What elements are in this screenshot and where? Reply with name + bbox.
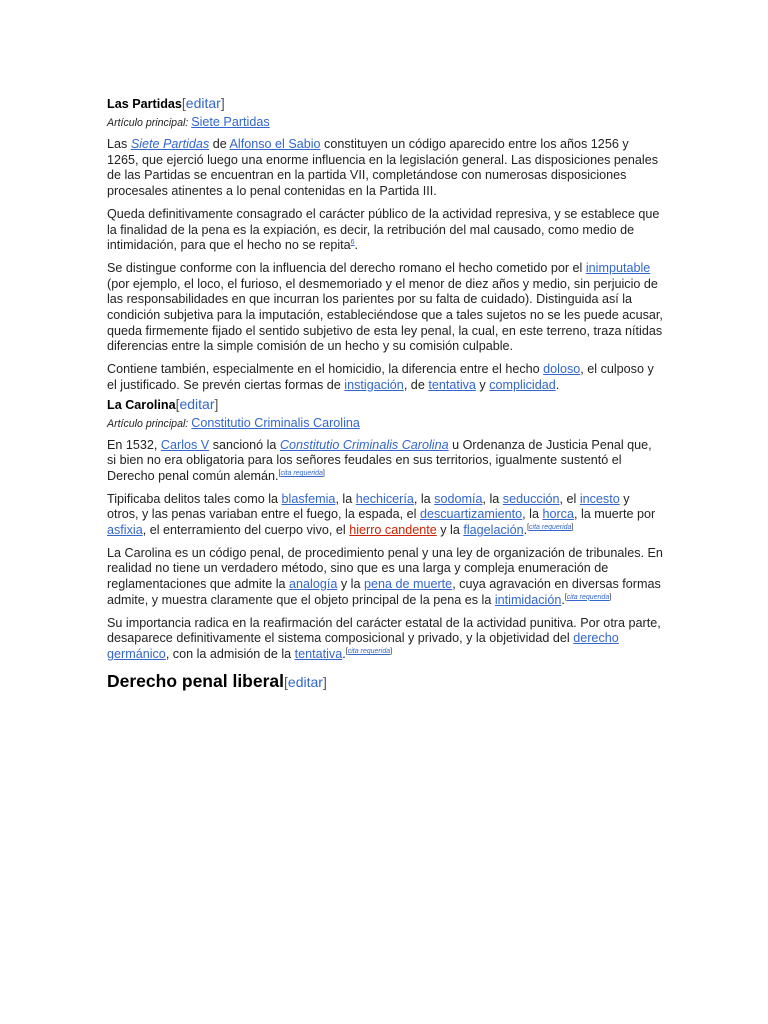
main-article-note: [107, 115, 663, 131]
link-pena-de-muerte[interactable]: pena de muerte: [363, 577, 453, 592]
text: Su importancia radica en la reafirmación del carácter estatal de la actividad punitiva. Por otra parte, desaparece definitivamente el sistema composicional y privado, y la objetividad del: [107, 615, 661, 646]
link-instigacion[interactable]: instigación: [344, 377, 404, 392]
text: , la: [522, 507, 543, 522]
section-title: La Carolina: [107, 397, 176, 412]
text: y otros, y las penas variaban entre el fuego, la espada, el: [107, 491, 630, 522]
citation-needed-link[interactable]: cita requerida: [566, 593, 610, 601]
reference-link[interactable]: 6: [350, 239, 355, 247]
text: , de: [403, 377, 429, 392]
text: , cuya agravación en diversas formas admite, y muestra claramente que el objeto principal de la pena es la: [107, 577, 661, 607]
text: , la: [335, 491, 356, 506]
text: .: [523, 523, 528, 538]
paragraph: [107, 546, 663, 609]
section-heading-derecho-penal-liberal: [107, 670, 663, 693]
paragraph: [107, 438, 663, 485]
text: La Carolina es un código penal, de procedimiento penal y una ley de organización de tribunales. En realidad no tiene un verdadero método, sino que es una larga y compleja enumeración de reglamentaciones que admite la: [107, 545, 663, 592]
text: .: [342, 646, 346, 661]
paragraph: [107, 492, 663, 539]
main-article-note: [107, 416, 663, 432]
edit-link[interactable]: editar: [287, 673, 323, 690]
paragraph: [107, 207, 663, 254]
text: , la muerte por: [573, 507, 656, 522]
main-article-prefix: Artículo principal:: [107, 417, 189, 430]
text: Queda definitivamente consagrado el carácter público de la actividad represiva, y se establece que la finalidad de la pena es la expiación, es decir, la retribución del mal causado, como medio de intimidación, para que el hecho no se repita: [107, 206, 660, 253]
citation-needed-link[interactable]: cita requerida: [529, 524, 572, 532]
link-sodomia[interactable]: sodomía: [434, 491, 483, 506]
text: y la: [337, 577, 364, 592]
link-hierro-candente[interactable]: hierro candente: [349, 523, 437, 538]
text: Tipificaba delitos tales como la: [107, 491, 282, 506]
link-tentativa[interactable]: tentativa: [428, 377, 476, 392]
text: En 1532,: [107, 437, 161, 452]
link-alfonso-el-sabio[interactable]: Alfonso el Sabio: [229, 137, 321, 151]
link-descuartizamiento[interactable]: descuartizamiento: [419, 507, 523, 522]
text: Se distingue conforme con la influencia del derecho romano el hecho cometido por el: [107, 260, 586, 275]
link-carlos-v[interactable]: Carlos V: [160, 437, 210, 452]
text: , la: [482, 491, 503, 506]
paragraph: [107, 362, 663, 393]
text: Las: [107, 137, 131, 151]
link-analogia[interactable]: analogía: [289, 577, 338, 592]
text: , el: [559, 491, 580, 506]
text: u Ordenanza de Justicia Penal que, si bien no era obligatoria para los señores feudales en sus territorios, igualmente sustentó el Derecho penal común alemán.: [107, 437, 652, 483]
section-title: Derecho penal liberal: [107, 670, 285, 691]
edit-link[interactable]: editar: [179, 395, 215, 412]
main-article-prefix: Artículo principal:: [107, 117, 189, 129]
citation-needed-link[interactable]: cita requerida: [347, 647, 391, 655]
link-siete-partidas[interactable]: Siete Partidas: [130, 137, 210, 151]
link-hechiceria[interactable]: hechicería: [355, 491, 414, 506]
text: constituyen un código aparecido entre los años 1256 y 1265, que ejerció luego una enorme influencia en la legislación general. Las disposiciones penales de las Partidas se encuentran en la partida VII, completándose con numerosas disposiciones procesales atinentes a lo penal contenidas en la Partida III.: [107, 137, 659, 199]
text: , la: [413, 491, 435, 506]
link-horca[interactable]: horca: [542, 507, 574, 522]
citation-needed: [cita requerida]: [564, 593, 612, 601]
text: .: [354, 238, 359, 253]
citation-needed-link[interactable]: cita requerida: [280, 469, 323, 477]
edit-section: [editar]: [284, 673, 327, 690]
main-article-link[interactable]: Constitutio Criminalis Carolina: [191, 415, 360, 430]
link-constitutio-criminalis-carolina[interactable]: Constitutio Criminalis Carolina: [279, 437, 449, 452]
link-inimputable[interactable]: inimputable: [585, 260, 651, 275]
text: (por ejemplo, el loco, el furioso, el desmemoriado y el menor de diez años y medio, sin perjuicio de las responsabilidades en que incurran los parientes por su falta de cuidado). Distinguida así la condición subjetiva para la imputación, estableciéndose que a tales sujetos no se les puede acusar, queda firmemente fijado el sentido subjetivo de esta ley penal, la cual, en este terreno, traza nítidas diferencias entre la simple comisión de un hecho y su comisión culpable.: [107, 276, 663, 354]
link-incesto[interactable]: incesto: [579, 491, 620, 506]
text: sancionó la: [209, 437, 280, 452]
link-asfixia[interactable]: asfixia: [107, 523, 143, 538]
main-article-link[interactable]: Siete Partidas: [191, 115, 270, 129]
section-title: Las Partidas: [107, 97, 182, 111]
link-seduccion[interactable]: seducción: [502, 491, 560, 506]
edit-section: [editar]: [175, 395, 219, 412]
text: , el culposo y el justificado. Se prevén ciertas formas de: [107, 362, 654, 392]
link-intimidacion[interactable]: intimidación: [494, 592, 562, 607]
link-derecho-germanico[interactable]: derecho germánico: [107, 631, 619, 661]
paragraph: [107, 137, 663, 200]
citation-needed: [cita requerida]: [527, 524, 574, 532]
link-flagelacion[interactable]: flagelación: [463, 523, 524, 538]
edit-link[interactable]: editar: [185, 95, 221, 111]
paragraph: [107, 261, 663, 355]
text: .: [561, 592, 565, 607]
paragraph: [107, 616, 663, 663]
article-body: [107, 95, 663, 693]
link-blasfemia[interactable]: blasfemia: [281, 491, 336, 506]
link-tentativa[interactable]: tentativa: [294, 646, 343, 661]
link-complicidad[interactable]: complicidad: [489, 377, 556, 392]
section-heading-las-partidas: [107, 95, 663, 112]
text: Contiene también, especialmente en el homicidio, la diferencia entre el hecho: [107, 362, 544, 377]
text: , con la admisión de la: [165, 646, 295, 661]
text: de: [209, 137, 230, 151]
section-heading-la-carolina: [107, 396, 663, 413]
text: y la: [436, 523, 464, 538]
citation-needed: [cita requerida]: [345, 647, 393, 655]
edit-section: [editar]: [181, 95, 225, 111]
citation-needed: [cita requerida]: [278, 469, 325, 477]
text: .: [555, 377, 560, 392]
text: , el enterramiento del cuerpo vivo, el: [142, 523, 350, 538]
text: y: [475, 377, 490, 392]
link-doloso[interactable]: doloso: [543, 362, 581, 377]
